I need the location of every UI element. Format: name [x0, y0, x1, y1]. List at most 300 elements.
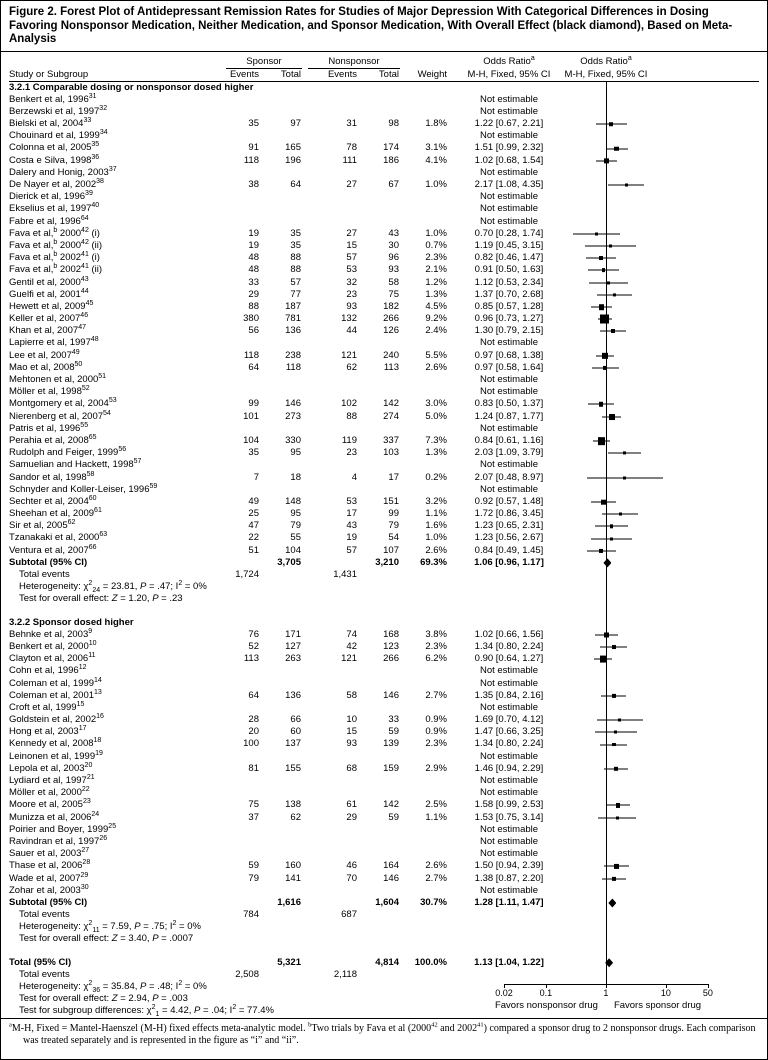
sponsor-events: 118 [243, 349, 259, 361]
study-name: Sheehan et al, 2009$^{61}$ [9, 506, 102, 520]
sponsor-total: 263 [285, 653, 301, 665]
odds-ratio-text: Not estimable [479, 459, 539, 471]
odds-ratio-text-column-header: Odds Ratio$^a$ [483, 54, 535, 67]
study-name: Ekselius et al, 1997$^{40}$ [9, 202, 100, 215]
nonsponsor-events: 53 [346, 495, 357, 507]
study-name: Fava et al,$^b$ 2002$^{41}$ (i) [9, 250, 100, 264]
study-name: Lepola et al, 2003$^{20}$ [9, 761, 93, 774]
sponsor-total: 137 [285, 738, 301, 750]
nonsponsor-total: 142 [383, 398, 399, 410]
nonsponsor-events: 62 [346, 361, 357, 373]
empty-cell [9, 55, 223, 69]
study-row [9, 508, 761, 520]
sponsor-events: 48 [248, 264, 259, 276]
study-row [9, 860, 761, 872]
study-name: Sir et al, 2005$^{62}$ [9, 519, 76, 532]
study-row [9, 836, 761, 848]
nonsponsor-events-header: Events [327, 68, 357, 80]
study-name: Berzewski et al, 1997$^{32}$ [9, 104, 108, 117]
study-row [9, 289, 761, 301]
nonsponsor-total: 168 [383, 628, 399, 640]
nonsponsor-total: 96 [388, 252, 399, 264]
study-name: Sechter et al, 2004$^{60}$ [9, 494, 97, 507]
nonsponsor-events: 15 [346, 726, 357, 738]
nonsponsor-events: 15 [346, 239, 357, 251]
odds-ratio-text: Not estimable [479, 191, 539, 203]
figure-title: Figure 2. Forest Plot of Antidepressant Remission Rates for Studies of Major Depression With Categorical Differences in Dosing Favoring Nonsponsor Medication, Neither Medication, and Sponsor Medication, With Overall Effect (black diamond), Based on Meta-Analysis [1, 1, 767, 52]
nonsponsor-total: 3,210 [375, 556, 399, 568]
effect-size-marker [599, 549, 603, 553]
weight: 0.9% [425, 714, 447, 726]
nonsponsor-total: 139 [383, 738, 399, 750]
sponsor-total: 79 [290, 520, 301, 532]
nonsponsor-events: 29 [346, 811, 357, 823]
odds-ratio-text: Not estimable [479, 93, 539, 105]
sponsor-total: 118 [285, 361, 301, 373]
study-name: Behnke et al, 2003$^9$ [9, 627, 93, 640]
spacer-row [9, 606, 761, 617]
study-row [9, 106, 761, 118]
nonsponsor-total: 182 [383, 300, 399, 312]
nonsponsor-total: 274 [383, 410, 399, 422]
nonsponsor-events: 78 [346, 142, 357, 154]
study-name: Perahia et al, 2008$^{65}$ [9, 433, 97, 446]
stat-text: Heterogeneity: $\chi^2_{24} = 23.81$, P = .47; $I^2 = 0\%$ [19, 580, 207, 595]
effect-size-marker [609, 245, 612, 248]
study-row [9, 118, 761, 130]
study-name: Fava et al,$^b$ 2002$^{41}$ (ii) [9, 263, 103, 276]
odds-ratio-text: 0.84 [0.49, 1.45] [474, 544, 544, 556]
nonsponsor-events: 23 [346, 447, 357, 459]
study-row [9, 130, 761, 142]
axis-tick-label: 1 [603, 987, 609, 998]
weight: 2.5% [425, 799, 447, 811]
odds-ratio-text: 1.02 [0.66, 1.56] [474, 628, 544, 640]
nonsponsor-total: 58 [388, 276, 399, 288]
nonsponsor-total: 30 [388, 239, 399, 251]
study-row [9, 532, 761, 544]
nonsponsor-total: 67 [388, 179, 399, 190]
sponsor-total: 57 [290, 276, 301, 288]
stat-text: Test for overall effect: Z = 1.20, P = .23 [19, 593, 183, 605]
weight: 5.5% [425, 349, 447, 361]
study-row [9, 179, 761, 191]
study-name: Goldstein et al, 2002$^{16}$ [9, 712, 104, 726]
sponsor-total: 148 [285, 495, 301, 507]
study-row [9, 362, 761, 374]
effect-size-marker [623, 476, 626, 479]
weight: 2.3% [425, 640, 447, 652]
sponsor-events: 784 [243, 909, 259, 921]
study-row [9, 94, 761, 106]
odds-ratio-text: 1.51 [0.99, 2.32] [474, 142, 544, 154]
effect-size-marker [609, 122, 613, 126]
study-row [9, 665, 761, 677]
nonsponsor-events: 121 [341, 653, 357, 665]
nonsponsor-events: 93 [346, 738, 357, 750]
nonsponsor-events: 23 [346, 288, 357, 300]
nonsponsor-total: 33 [388, 714, 399, 726]
study-name: Patris et al, 1996$^{55}$ [9, 421, 89, 434]
study-name: Hewett et al, 2009$^{45}$ [9, 299, 94, 312]
axis-tick-label: 50 [702, 987, 713, 998]
sponsor-total: 95 [290, 508, 301, 520]
study-row [9, 459, 761, 471]
effect-size-marker [607, 281, 610, 284]
effect-size-marker [600, 315, 609, 324]
sponsor-group-label: Sponsor [226, 55, 302, 69]
sponsor-total: 104 [285, 544, 301, 556]
favors-nonsponsor-label: Favors nonsponsor drug [494, 999, 598, 1011]
study-name: Dalery and Honig, 2003$^{37}$ [9, 165, 117, 178]
odds-ratio-text: 0.70 [0.28, 1.74] [474, 227, 544, 239]
spacer-row [9, 946, 761, 957]
effect-size-marker [599, 256, 603, 260]
study-name: Fabre et al, 1996$^{64}$ [9, 214, 89, 227]
odds-ratio-text: 1.13 [1.04, 1.22] [474, 956, 544, 968]
nonsponsor-total: 146 [383, 872, 399, 884]
sponsor-events: 35 [248, 118, 259, 130]
study-row [9, 678, 761, 690]
odds-ratio-text: Not estimable [479, 665, 539, 677]
stat-text: Test for overall effect: Z = 2.94, P = .003 [19, 993, 188, 1005]
sponsor-events: 37 [248, 811, 259, 823]
odds-ratio-text: 1.28 [1.11, 1.47] [474, 896, 544, 908]
nonsponsor-total: 164 [383, 860, 399, 872]
odds-ratio-text: Not estimable [479, 775, 539, 786]
sponsor-total: 187 [285, 300, 301, 312]
study-row [9, 726, 761, 738]
study-row [9, 301, 761, 313]
effect-size-marker [614, 767, 618, 771]
nonsponsor-events: 102 [341, 398, 357, 410]
effect-size-marker [611, 329, 615, 333]
study-row [9, 398, 761, 410]
study-name: Lapierre et al, 1997$^{48}$ [9, 336, 99, 349]
pooled-label: Total (95% CI) [9, 956, 72, 968]
study-row [9, 763, 761, 775]
section-label: 3.2.1 Comparable dosing or nonsponsor dosed higher [9, 81, 254, 93]
odds-ratio-text: 1.69 [0.70, 4.12] [474, 714, 544, 726]
nonsponsor-events: 4 [351, 471, 357, 483]
effect-size-marker [625, 184, 628, 187]
odds-ratio-text: 1.38 [0.87, 2.20] [474, 872, 544, 884]
effect-size-marker [619, 513, 622, 516]
study-row [9, 812, 761, 824]
study-name: Guelfi et al, 2001$^{44}$ [9, 287, 89, 300]
sponsor-total: 35 [290, 227, 301, 239]
nonsponsor-total: 186 [383, 154, 399, 166]
study-row [9, 264, 761, 276]
nonsponsor-total-header: Total [378, 68, 399, 80]
nonsponsor-total: 123 [383, 640, 399, 652]
sponsor-total: 95 [290, 447, 301, 459]
sponsor-events: 1,724 [235, 569, 259, 580]
effect-size-marker [599, 304, 605, 310]
weight: 2.6% [425, 361, 447, 373]
nonsponsor-total: 113 [383, 361, 399, 373]
odds-ratio-text: Not estimable [479, 823, 539, 835]
mh-fixed-ci-header-plot: M-H, Fixed, 95% CI [564, 68, 648, 80]
effect-size-marker [609, 414, 615, 420]
study-row [9, 775, 761, 787]
study-name: Benkert et al, 1996$^{31}$ [9, 92, 97, 105]
sponsor-events: 101 [243, 410, 259, 422]
weight: 5.0% [425, 410, 447, 422]
study-name: Ventura et al, 2007$^{66}$ [9, 543, 97, 556]
total-events-label: Total events [19, 569, 70, 580]
weight: 1.1% [425, 508, 447, 520]
nonsponsor-total: 142 [383, 799, 399, 811]
sponsor-total: 160 [285, 860, 301, 872]
nonsponsor-total: 99 [388, 508, 399, 520]
empty-cell [403, 55, 451, 69]
total-events-row [9, 909, 761, 921]
study-row [9, 203, 761, 215]
study-name: Clayton et al, 2006$^{11}$ [9, 651, 96, 665]
sponsor-total: 196 [285, 154, 301, 166]
sponsor-events: 79 [248, 872, 259, 884]
odds-ratio-text: Not estimable [479, 105, 539, 117]
section-label: 3.2.2 Sponsor dosed higher [9, 616, 134, 628]
study-name: Sauer et al, 2003$^{27}$ [9, 846, 90, 860]
odds-ratio-text: 1.47 [0.66, 3.25] [474, 726, 544, 738]
total-events-row [9, 969, 761, 981]
sponsor-total: 146 [285, 398, 301, 410]
nonsponsor-events: 1,431 [333, 569, 357, 580]
study-row [9, 873, 761, 885]
odds-ratio-text: 1.37 [0.70, 2.68] [474, 288, 544, 300]
study-name: Thase et al, 2006$^{28}$ [9, 859, 91, 872]
study-name: De Nayer et al, 2002$^{38}$ [9, 177, 104, 190]
sponsor-events: 33 [248, 276, 259, 288]
sponsor-total: 88 [290, 252, 301, 264]
effect-size-marker [612, 645, 616, 649]
weight: 2.7% [425, 872, 447, 884]
study-name: Wade et al, 2007$^{29}$ [9, 871, 89, 884]
weight: 1.0% [425, 179, 447, 190]
sponsor-total: 330 [285, 434, 301, 446]
weight: 3.1% [425, 142, 447, 154]
pooled-label: Subtotal (95% CI) [9, 896, 88, 908]
total-events-label: Total events [19, 909, 70, 921]
weight: 2.6% [425, 544, 447, 556]
study-name: Montgomery et al, 2004$^{53}$ [9, 397, 117, 410]
sponsor-total: 238 [285, 349, 301, 361]
weight: 6.2% [425, 653, 447, 665]
study-name: Möller et al, 1998$^{52}$ [9, 385, 90, 398]
nonsponsor-total: 240 [383, 349, 399, 361]
nonsponsor-total: 337 [383, 434, 399, 446]
odds-ratio-text: 0.83 [0.50, 1.37] [474, 398, 544, 410]
odds-ratio-text: Not estimable [479, 386, 539, 398]
sponsor-events: 118 [243, 154, 259, 166]
study-name: Moore et al, 2005$^{23}$ [9, 798, 91, 811]
sponsor-events: 52 [248, 640, 259, 652]
sponsor-events: 22 [248, 532, 259, 544]
effect-size-marker [614, 864, 618, 868]
study-name: Lee et al, 2007$^{49}$ [9, 348, 80, 361]
nonsponsor-total: 59 [388, 811, 399, 823]
sponsor-events: 113 [243, 653, 259, 665]
study-row [9, 277, 761, 289]
sponsor-events: 104 [243, 434, 259, 446]
nonsponsor-events: 68 [346, 762, 357, 774]
weight: 1.3% [425, 447, 447, 459]
sponsor-total-header: Total [280, 68, 301, 80]
study-row [9, 167, 761, 179]
axis-tick-label: 0.1 [539, 987, 553, 998]
sponsor-events: 88 [248, 300, 259, 312]
study-name: Ravindran et al, 1997$^{26}$ [9, 834, 108, 847]
odds-ratio-text: 1.46 [0.94, 2.29] [474, 762, 544, 774]
nonsponsor-total: 126 [383, 325, 399, 337]
effect-size-marker [610, 525, 613, 528]
weight: 1.0% [425, 227, 447, 239]
nonsponsor-events: 53 [346, 264, 357, 276]
nonsponsor-events: 121 [341, 349, 357, 361]
total-events-row [9, 569, 761, 581]
odds-ratio-text: 1.35 [0.84, 2.16] [474, 689, 544, 701]
odds-ratio-text: 1.72 [0.86, 3.45] [474, 508, 544, 520]
study-row [9, 155, 761, 167]
subtotal-row [9, 557, 761, 569]
weight: 1.0% [425, 532, 447, 544]
effect-size-marker [616, 803, 620, 807]
statistics-row [9, 921, 761, 933]
study-row [9, 228, 761, 240]
odds-ratio-text: Not estimable [479, 701, 539, 713]
weight: 69.3% [420, 556, 447, 568]
study-name: Croft et al, 1999$^{15}$ [9, 700, 85, 713]
study-name: Fava et al,$^b$ 2000$^{42}$ (ii) [9, 238, 103, 251]
sponsor-events: 91 [248, 142, 259, 154]
weight: 2.6% [425, 860, 447, 872]
nonsponsor-events: 74 [346, 628, 357, 640]
column-header-row [9, 68, 759, 81]
study-row [9, 423, 761, 435]
sponsor-events: 19 [248, 239, 259, 251]
nonsponsor-events: 119 [341, 434, 357, 446]
sponsor-total: 18 [290, 471, 301, 483]
sponsor-total: 1,616 [277, 896, 301, 908]
study-name: Leinonen et al, 1999$^{19}$ [9, 749, 103, 762]
axis-tick-label: 0.02 [495, 987, 513, 998]
odds-ratio-text: 0.84 [0.61, 1.16] [474, 434, 544, 446]
sponsor-events: 49 [248, 495, 259, 507]
sponsor-events: 28 [248, 714, 259, 726]
study-row [9, 325, 761, 337]
nonsponsor-events: 19 [346, 532, 357, 544]
odds-ratio-text: Not estimable [479, 337, 539, 349]
sponsor-total: 141 [285, 872, 301, 884]
study-row [9, 240, 761, 252]
odds-ratio-text: 1.30 [0.79, 2.15] [474, 325, 544, 337]
weight: 0.2% [425, 471, 447, 483]
sponsor-events: 47 [248, 520, 259, 532]
study-name: Dierick et al, 1996$^{39}$ [9, 190, 93, 203]
study-name: Keller et al, 2007$^{46}$ [9, 311, 89, 325]
odds-ratio-text: 1.34 [0.80, 2.24] [474, 738, 544, 750]
sponsor-total: 136 [285, 689, 301, 701]
study-row [9, 337, 761, 349]
study-row [9, 738, 761, 750]
nonsponsor-group-label: Nonsponsor [308, 55, 400, 69]
nonsponsor-events: 10 [346, 714, 357, 726]
weight: 100.0% [414, 956, 447, 968]
weight: 2.3% [425, 738, 447, 750]
study-row [9, 191, 761, 203]
odds-ratio-text: 0.90 [0.64, 1.27] [474, 653, 544, 665]
study-row [9, 545, 761, 557]
study-name: Sandor et al, 1998$^{58}$ [9, 470, 95, 483]
study-row [9, 216, 761, 228]
nonsponsor-total: 59 [388, 726, 399, 738]
nonsponsor-total: 159 [383, 762, 399, 774]
weight: 1.2% [425, 276, 447, 288]
nonsponsor-total: 43 [388, 227, 399, 239]
sponsor-events: 51 [248, 544, 259, 556]
nonsponsor-total: 146 [383, 689, 399, 701]
study-name: Fava et al,$^b$ 2000$^{42}$ (i) [9, 226, 100, 239]
sponsor-events: 380 [243, 313, 259, 325]
statistics-row [9, 593, 761, 605]
sponsor-events: 75 [248, 799, 259, 811]
effect-size-marker [602, 269, 606, 273]
sponsor-total: 273 [285, 410, 301, 422]
sponsor-total: 60 [290, 726, 301, 738]
weight: 2.1% [425, 264, 447, 276]
weight: 2.3% [425, 252, 447, 264]
sponsor-events: 7 [253, 471, 259, 483]
study-row [9, 787, 761, 799]
nonsponsor-events: 111 [342, 154, 357, 166]
effect-size-marker [616, 816, 619, 819]
odds-ratio-text: Not estimable [479, 750, 539, 762]
study-row [9, 252, 761, 264]
odds-ratio-text: 1.24 [0.87, 1.77] [474, 410, 544, 422]
sponsor-total: 171 [285, 628, 301, 640]
favors-sponsor-label: Favors sponsor drug [613, 999, 702, 1011]
sponsor-events: 25 [248, 508, 259, 520]
nonsponsor-total: 93 [388, 264, 399, 276]
axis-tick-label: 10 [660, 987, 671, 998]
odds-ratio-text: 2.03 [1.09, 3.79] [474, 447, 544, 459]
nonsponsor-total: 54 [388, 532, 399, 544]
study-row [9, 714, 761, 726]
study-name: Chouinard et al, 1999$^{34}$ [9, 129, 108, 142]
study-row [9, 142, 761, 154]
study-row [9, 472, 761, 484]
weight: 1.6% [425, 520, 447, 532]
nonsponsor-events: 58 [346, 689, 357, 701]
total-events-label: Total events [19, 968, 70, 980]
study-row [9, 629, 761, 641]
study-name: Gentil et al, 2000$^{43}$ [9, 275, 89, 288]
weight: 3.2% [425, 495, 447, 507]
group-header-row [9, 55, 759, 68]
odds-ratio-text: Not estimable [479, 835, 539, 847]
weight: 1.3% [425, 288, 447, 300]
effect-size-marker [610, 537, 613, 540]
odds-ratio-text: 1.50 [0.94, 2.39] [474, 860, 544, 872]
statistics-row [9, 933, 761, 945]
sponsor-events: 35 [248, 447, 259, 459]
weight: 1.1% [425, 811, 447, 823]
study-row [9, 520, 761, 532]
study-row [9, 751, 761, 763]
nonsponsor-events: 46 [346, 860, 357, 872]
